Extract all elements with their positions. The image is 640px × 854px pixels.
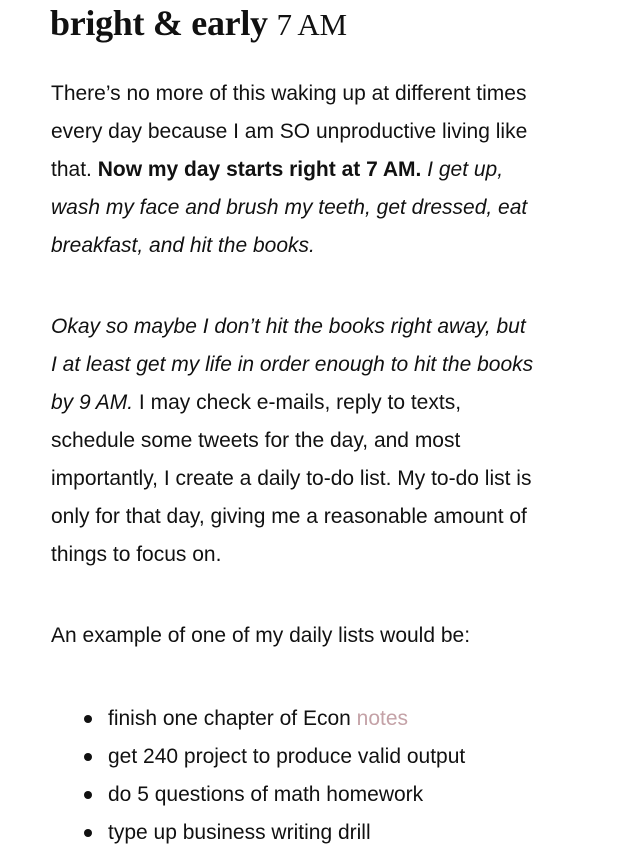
list-item-text: get 240 project to produce valid output [108,745,466,768]
paragraph-morning-routine [51,75,527,265]
italic-line: wash my face and brush my teeth, get dressed, eat [51,196,528,219]
list-item-text: do 5 questions of math homework [108,783,424,806]
heading-text: bright & early [50,3,268,43]
text-line: There’s no more of this waking up at different times [51,82,527,105]
plain-text: I may check e-mails, reply to texts, [133,391,462,414]
text-line: every day because I am SO unproductive living like [51,120,528,143]
bullet-icon [84,791,92,799]
section-heading [50,0,347,50]
text-line: importantly, I create a daily to-do list. My to-do list is [51,467,532,490]
italic-line: Okay so maybe I don’t hit the books right away, but [51,315,526,338]
heading-time: 7 AM [276,7,347,42]
notes-link[interactable]: notes [356,707,409,730]
list-item [80,814,465,852]
list-item [80,738,465,776]
bullet-icon [84,753,92,761]
text-line: schedule some tweets for the day, and most [51,429,461,452]
text-line [51,384,533,422]
bullet-icon [84,715,92,723]
text-line: An example of one of my daily lists would be: [51,624,471,647]
paragraph-list-intro [51,617,470,655]
text-line [51,151,527,189]
text-line: only for that day, giving me a reasonable amount of [51,505,527,528]
list-item [80,776,465,814]
paragraph-nine-am [51,308,533,574]
list-item-text: type up business writing drill [108,821,371,844]
bullet-icon [84,829,92,837]
todo-list [80,700,465,852]
italic-text: by 9 AM. [51,391,134,414]
list-item [80,700,465,738]
bold-text: Now my day starts right at 7 AM. [97,158,422,181]
italic-line: I at least get my life in order enough to hit the books [51,353,534,376]
list-item-text: finish one chapter of Econ [108,707,357,730]
italic-line: breakfast, and hit the books. [51,234,315,257]
italic-text: I get up, [421,158,504,181]
text-line: things to focus on. [51,543,222,566]
plain-text: that. [51,158,98,181]
